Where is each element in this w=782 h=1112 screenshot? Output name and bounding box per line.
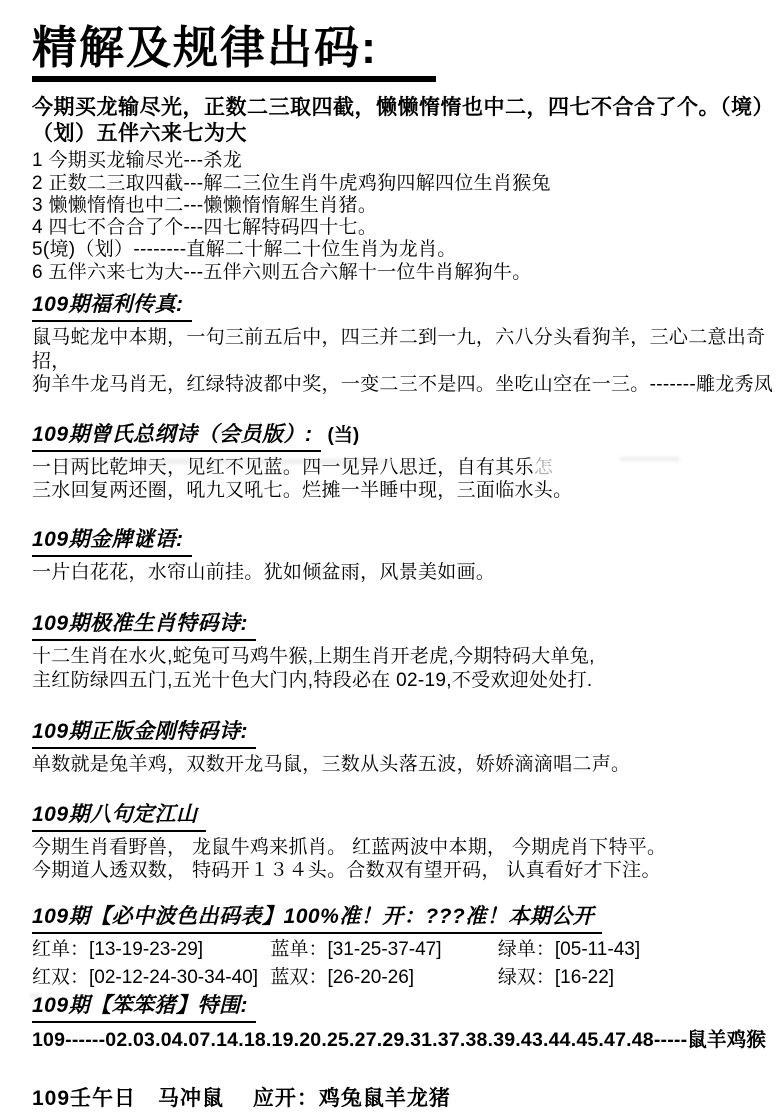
green-even-cell: 绿双：[16-22] xyxy=(497,966,615,988)
section-note: (当) xyxy=(327,424,360,446)
section-title: 109期金牌谜语: xyxy=(32,527,192,557)
wave-row-even xyxy=(32,965,774,990)
list-item-3: 3 懒懒惰惰也中二---懒懒惰惰解生肖猪。 xyxy=(32,194,378,216)
section-title: 109期福利传真: xyxy=(32,292,192,322)
section-jizhun-shengxiao xyxy=(32,611,774,692)
red-odd-cell: 红单：[13-19-23-29] xyxy=(32,938,204,960)
section-line: 一日两比乾坤天，见红不见蓝。四一见异八思迁，自有其乐怎 xyxy=(32,456,554,478)
section-fuli-chuanzhen xyxy=(32,292,774,397)
faded-character: 怎 xyxy=(533,456,554,478)
section-title: 109期极准生肖特码诗: xyxy=(32,611,256,641)
scan-artifact xyxy=(30,994,40,997)
section-benbenzhu xyxy=(32,993,774,1052)
green-odd-cell: 绿单：[05-11-43] xyxy=(497,938,641,960)
section-line: 十二生肖在水火,蛇兔可马鸡牛猴,上期生肖开老虎,今期特码大单兔, xyxy=(32,646,595,668)
section-jingang-tema xyxy=(32,719,774,777)
intro-line-1: 今期买龙输尽光，正数二三取四截，懒懒惰惰也中二，四七不合合了个。（境） xyxy=(32,96,774,120)
section-line: 单数就是兔羊鸡，双数开龙马鼠，三数从头落五波，娇娇滴滴唱二声。 xyxy=(32,754,631,776)
section-line: 今期道人透双数， 特码开１３４头。合数双有望开码， 认真看好才下注。 xyxy=(32,860,661,882)
section-baju-dingjiangshan xyxy=(32,802,774,883)
section-bose-table xyxy=(32,904,774,990)
list-item-6: 6 五伴六来七为大---五伴六则五合六解十一位牛肖解狗牛。 xyxy=(32,261,532,283)
intro-line-2: （划）五伴六来七为大 xyxy=(32,122,247,146)
red-even-cell: 红双：[02-12-24-30-34-40] xyxy=(32,966,258,988)
footer-summary: 109壬午日 马冲鼠 应开：鸡兔鼠羊龙猪 xyxy=(32,1086,451,1110)
scan-artifact xyxy=(62,459,392,464)
list-item-4: 4 四七不合合了个---四七解特码四十七。 xyxy=(32,217,378,239)
list-item-2: 2 正数二三取四截---解二三位生肖牛虎鸡狗四解四位生肖猴兔 xyxy=(32,172,551,194)
section-title: 109期【必中波色出码表】100%准！开：???准！本期公开 xyxy=(32,904,602,934)
blue-odd-cell: 蓝单：[31-25-37-47] xyxy=(270,938,442,960)
section-line: 三水回复两还圈，吼九又吼七。烂摊一半睡中现，三面临水头。 xyxy=(32,480,573,502)
page-title: 精解及规律出码: xyxy=(32,24,436,82)
intro-paragraph xyxy=(32,95,774,147)
section-jinpai-miyu xyxy=(32,527,774,585)
section-title: 109期八句定江山 xyxy=(32,802,206,832)
scan-artifact xyxy=(620,457,680,461)
section-title: 109期正版金刚特码诗: xyxy=(32,719,256,749)
special-numbers-line: 109------02.03.04.07.14.18.19.20.25.27.29.31.37.38.39.43.44.45.47.48-----鼠羊鸡猴 xyxy=(32,1028,767,1051)
section-line: 狗羊牛龙马肖无，红绿特波都中奖，一变二三不是四。坐吃山空在一三。-------雕龙秀凤 xyxy=(32,374,774,396)
section-title: 109期【笨笨猪】特围: xyxy=(32,993,256,1023)
list-item-5: 5(境)（划）--------直解二十解二十位生肖为龙肖。 xyxy=(32,239,457,261)
section-line: 今期生肖看野兽， 龙鼠牛鸡来抓肖。 红蓝两波中本期， 今期虎肖下特平。 xyxy=(32,836,667,858)
section-line: 主红防绿四五门,五光十色大门内,特段必在 02-19,不受欢迎处处打. xyxy=(32,669,593,691)
list-item-1: 1 今期买龙输尽光---杀龙 xyxy=(32,150,243,172)
explanation-list xyxy=(32,150,774,284)
section-title: 109期曾氏总纲诗（会员版）: xyxy=(32,422,321,452)
blue-even-cell: 蓝双：[26-20-26] xyxy=(270,966,415,988)
wave-row-odd xyxy=(32,937,774,962)
section-line: 鼠马蛇龙中本期，一句三前五后中，四三并二到一九，六八分头看狗羊，三心二意出奇招， xyxy=(32,327,766,372)
section-line: 一片白花花，水帘山前挂。犹如倾盆雨，风景美如画。 xyxy=(32,561,496,583)
